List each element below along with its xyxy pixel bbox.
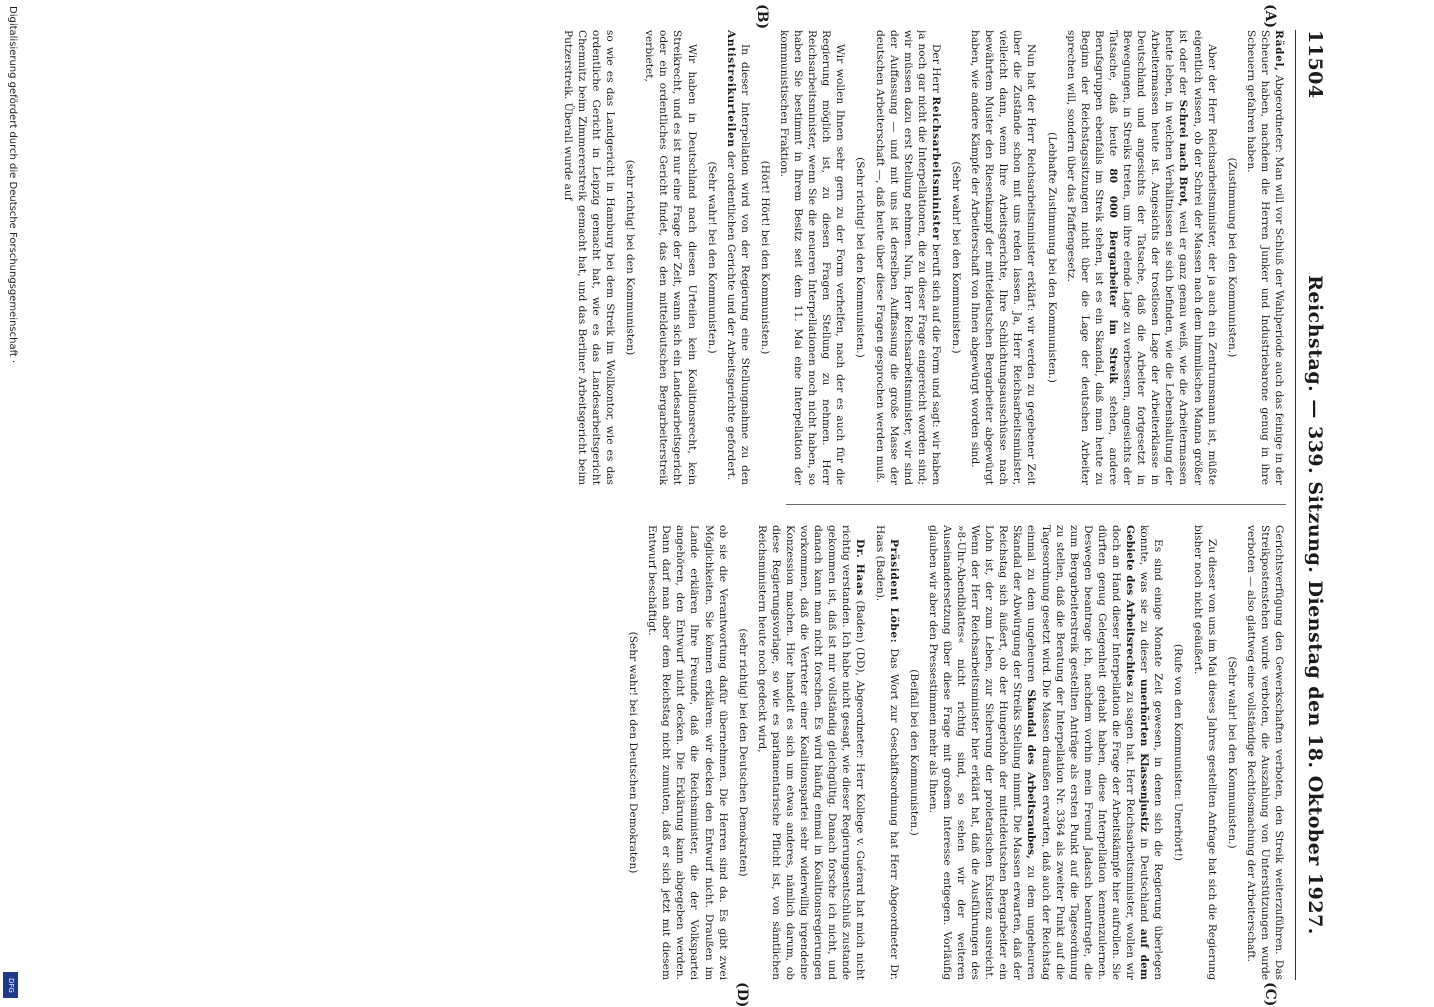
paragraph bbox=[755, 525, 868, 980]
interjection: (Lebhafte Zustimmung bei den Kommunisten.) bbox=[1045, 132, 1058, 383]
paragraph-text: in Deutschland bbox=[1138, 838, 1151, 923]
emphasis-text: 80 000 Bergarbeiter im Streik bbox=[1106, 168, 1119, 384]
paragraph: ob sie die Verantwortung dafür übernehmen. Die Herren sind da. Es gibt zwei Möglichkeiten. Sie können erklären: wir decken den Entwurf nicht. Draußen im Lande erklären Ihre Freunde, daß die Reichsminister, die der Volkspartei angehören, den Entwurf nicht decken. Die Erklärung kann abgegeben werden. Dann darf man aber dem Reichstag nicht zumuten, daß er sich jetzt mit diesem Entwurf beschäftigt. bbox=[646, 525, 729, 980]
right-column bbox=[116, 525, 1286, 980]
emphasis-text: Skandal des Arbeitsraubes, bbox=[1025, 689, 1038, 859]
credit-text: Digitalisierung gefördert durch die Deutsche Forschungsgemeinschaft · bbox=[7, 6, 18, 364]
margin-marker-d: (D) bbox=[734, 982, 750, 1007]
interjection: (Sehr wahr! bei den Kommunisten.) bbox=[705, 161, 718, 354]
margin-marker-c: (C) bbox=[1262, 982, 1278, 1007]
margin-marker-b: (B) bbox=[754, 4, 770, 30]
page-number: 11504 bbox=[1304, 30, 1326, 99]
paragraph: so wie es das Landgericht in Hamburg bei dem Streik im Wollkontor, wie es das ordentliche Gericht in Leipzig gemacht hat, wie es das Landesarbeitsgericht Chemnitz beim Zimmererstreik gemacht hat, und das Berliner Arbeitsgericht beim Putzerstreik. Überall wurde auf bbox=[561, 30, 617, 485]
paragraph bbox=[1244, 30, 1286, 485]
speaker-name: Präsident Löbe: bbox=[887, 539, 900, 644]
emphasis-text: unerhörten Klassenjustiz bbox=[1138, 678, 1151, 832]
paragraph: Gerichtsverfügung den Gewerkschaften verboten, den Streik weiterzuführen. Das Streikpostenstehen wurde verboten, die Auszahlung von Unterstützungen wurde verboten — also glattweg eine vollständige Rechtlosmachung der Arbeiterschaft. bbox=[1244, 525, 1285, 980]
margin-marker-a: (A) bbox=[1262, 4, 1278, 29]
paragraph-text: Es sind einige Monate Zeit gewesen, in denen sich die Regierung überlegen konnte, was sie zu dieser bbox=[1138, 525, 1165, 980]
paragraph: Nun hat der Herr Reichsarbeitsminister erklärt: wir werden zu gegebener Zeit über die Zustände schon mit uns reden lassen. Ja, Herr Reichsarbeitsminister, vielleicht dann, wenn Ihre Arbeitsgerichte, Ihre Schlichtungsausschüsse nach bewährtem Muster den Riesenkampf der mitteldeutschen Bergarbeiter abgewürgt haben, wie andere Kämpfe der Arbeiterschaft von Ihnen abgewürgt worden sind. bbox=[969, 30, 1038, 485]
interjection: (sehr richtig! bei den Deutschen Demokraten) bbox=[736, 628, 749, 877]
emphasis-text: auf dem Gebiete des Arbeitsrechtes bbox=[1124, 525, 1151, 980]
interjection: (Sehr wahr! bei den Deutschen Demokraten) bbox=[627, 631, 640, 874]
paragraph bbox=[1064, 30, 1219, 485]
paragraph-text: weil er ganz genau weiß, wie die Arbeitermassen heute leben, in welchen Verhältnissen sie sich befinden, wie die Lebenshaltung der Arbeitermassen heute ist. Angesichts der trostlosen Lage der Arbeiterklasse in Deutschland und angesichts der Tatsache, daß die Arbeiter fortgesetzt in Bewegungen, in Streiks treten, um ihre elende Lage zu verbessern, angesichts der Tatsache, daß heute bbox=[1106, 30, 1190, 485]
interjection: (Beifall bei den Kommunisten.) bbox=[907, 669, 920, 836]
paragraph-text: beruft sich auf die Form und sagt: wir haben ja noch gar nicht die Interpellationen, die zu dieser Frage eingereicht worden sind; wir müssen dazu erst Stellung nehmen. Nun, Herr Reichsarbeitsminister, wir sind der Auffassung — und mit uns ist derselben Auffassung die große Masse der deutschen Arbeiterschaft —, daß heute über diese Fragen gesprochen werden muß. bbox=[873, 30, 942, 485]
interjection: (Zustimmung bei den Kommunisten.) bbox=[1225, 157, 1238, 358]
dfg-logo: DFG bbox=[3, 972, 18, 998]
column-divider bbox=[786, 504, 1286, 505]
paragraph: Zu dieser von uns im Mai dieses Jahres gestellten Anfrage hat sich die Regierung bisher noch nicht geäußert. bbox=[1191, 525, 1218, 980]
paragraph-text: Man will vor Schluß der Wahlperiode auch das feinige in der Scheuer haben, nachdem die Herren Junker und Industriebarone genug in ihre Scheuern gefahren haben. bbox=[1244, 30, 1285, 485]
paragraph-text: Das Wort zur Geschäftsordnung hat Herr Abgeordneter Dr. Haas (Baden). bbox=[873, 525, 900, 980]
emphasis-text: Antistreikurteilen bbox=[724, 30, 737, 148]
paragraph bbox=[872, 30, 942, 485]
interjection: (Rufe von den Kommunisten: Unerhört!) bbox=[1172, 643, 1185, 862]
interjection: (Hört! Hört! bei den Kommunisten.) bbox=[758, 160, 771, 355]
paragraph-text: (Baden) (DD), Abgeordneter: Herr Kollege v. Guérard hat mich nicht richtig verstanden. Ich habe nicht gesagt, wie dieser Regierungsentschluß zustande gekommen ist, daß ist mir vollständig gleichgültig. Danach forsche ich nicht, und danach kann man nicht forschen. Es wird häufig einmal in Koalitionsregierungen vorkommen, daß die Vertreter einer Koalitionspartei sehr widerwillig irgendeine Konzession machen. Hier handelt es sich um etwas anderes, nämlich darum, ob diese Regierungsvorlage, so wie es parlamentarische Pflicht ist, von sämtlichen Reichsministern heute noch gedeckt wird, bbox=[755, 525, 867, 980]
paragraph-text: stehen, andere Berufsgruppen ebenfalls im Streik stehen, ist es ein Skandal, daß man heute zu Beginn der Reichstagssitzungen nicht über die Lage der deutschen Arbeiter sprechen will, sondern über das Pfaffengesetz. bbox=[1064, 30, 1119, 485]
paragraph bbox=[926, 525, 1166, 980]
paragraph-text: In dieser Interpellation wird von der Regierung eine Stellungnahme zu den bbox=[738, 44, 751, 485]
interjection: (Sehr wahr! bei den Kommunisten.) bbox=[1225, 656, 1238, 849]
document-page bbox=[115, 4, 1330, 1007]
digitization-credit bbox=[2, 6, 18, 996]
paragraph: Wir haben in Deutschland nach diesen Urteilen kein Koalitionsrecht, kein Streikrecht, und es ist nur eine Frage der Zeit, wann sich ein Landesarbeitsgericht oder ein ordentliches Gericht findet, das den mitteldeutschen Bergarbeiterstreik verbietet, bbox=[643, 30, 698, 485]
interjection: (Sehr wahr! bei den Kommunisten.) bbox=[950, 161, 963, 354]
page-title: Reichstag. — 339. Sitzung. Dienstag den 18. Oktober 1927. bbox=[1304, 275, 1326, 935]
paragraph-text: der ordentlichen Gerichte und der Arbeitsgerichte gefordert. bbox=[724, 150, 737, 481]
paragraph bbox=[872, 525, 900, 980]
speaker-role: Abgeordneter: bbox=[1273, 74, 1285, 153]
speaker-name: Dr. Haas bbox=[854, 539, 867, 596]
interjection: (Sehr richtig! bei den Kommunisten.) bbox=[854, 157, 867, 358]
interjection: (sehr richtig! bei den Kommunisten) bbox=[624, 159, 637, 356]
emphasis-text: Reichsarbeitsminister bbox=[929, 96, 942, 241]
paragraph-text: Aber der Herr Reichsarbeitsminister, der ja auch ein Zentrumsmann ist, müßte eigentlich wissen, ob der Schrei der Massen nach dem himmlischen Manna größer ist oder der bbox=[1177, 30, 1218, 485]
paragraph bbox=[724, 30, 752, 485]
left-column bbox=[116, 30, 1286, 485]
paragraph-text: zu dem ungeheuren Skandal der Abwürgung der Streiks Stellung nimmt. Die Massen erwarten, daß der Reichstag sich äußert, ob der Hungerlohn der mitteldeutschen Bergarbeiter ein Lohn ist, der zum Leben, zur Sicherung der proletarischen Existenz ausreicht. Wenn der Herr Reichsarbeitsminister hier erklärt hat, daß die Ausführungen des »8-Uhr-Abendblattes« nicht richtig sind, so sehen wir der weiteren Auseinandersetzung über diese Frage mit großem Interesse entgegen. Vorläufig glauben wir aber den Pressestimmen mehr als Ihnen. bbox=[926, 525, 1038, 980]
speaker-name: Rädel, bbox=[1273, 30, 1285, 72]
paragraph: Wir wollen Ihnen sehr gern zu der Form verhelfen, nach der es auch für die Regierung möglich ist, zu diesen Fragen Stellung zu nehmen. Herr Reichsarbeitsminister, wenn Sie die neueren Interpellationen noch nicht haben, so haben Sie bestimmt in Ihrem Besitz seit dem 11. Mai eine Interpellation der kommunistischen Fraktion. bbox=[778, 30, 847, 485]
emphasis-text: Schrei nach Brot, bbox=[1177, 99, 1190, 207]
paragraph-text: zu sagen hat. Herr Reichsarbeitsminister, wollen wir doch an Hand dieser Interpellation die Frage der Arbeitskämpfe hier aufrollen. Sie dürften genug Gelegenheit gehabt haben, diese Interpellation kennenzulernen. Deswegen beantrage ich, nachdem vorhin mein Freund Jadasch beantragte, die zum Bergarbeiterstreik gestellten Anträge als ersten Punkt auf die Tagesordnung zu stellen, daß die Beratung der Interpellation Nr. 3364 als zweiter Punkt auf die Tagesordnung gesetzt wird. Die Massen draußen erwarten, daß auch der Reichstag einmal zu dem ungeheuren bbox=[1025, 525, 1137, 980]
paragraph-text: Der Herr bbox=[929, 44, 942, 93]
page-header bbox=[1295, 30, 1330, 980]
